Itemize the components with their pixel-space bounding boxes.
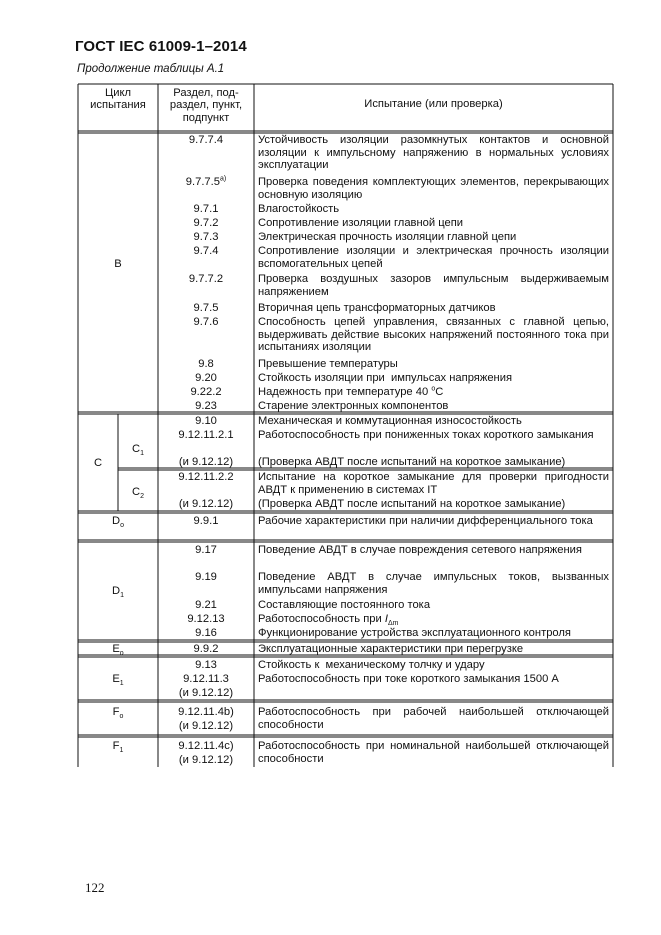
test-cell: (Проверка АВДТ после испытаний на короткое замыкание) <box>258 456 566 468</box>
section-cell: 9.7.5 <box>193 302 219 314</box>
test-cell: Устойчивость изоляции разомкнутых контактов и основной изоляции к импульсному напряжению в нормальных условиях эксплуатации <box>258 134 609 172</box>
test-cell: Стойкость к механическому толчку и удару <box>258 659 485 671</box>
section-cell: 9.21 <box>195 599 217 611</box>
section-cell: (и 9.12.12) <box>178 687 234 699</box>
test-cell: Испытание на короткое замыкание для проверки пригодности АВДТ к применению в системах IT <box>258 471 609 496</box>
section-cell: 9.13 <box>195 659 217 671</box>
section-cell: 9.8 <box>198 358 214 370</box>
cycle-label-f0: $F_o$ <box>112 706 124 721</box>
test-cell: Функционирование устройства эксплуатационного контроля <box>258 627 571 639</box>
section-cell: 9.9.1 <box>193 515 219 527</box>
section-cell: 9.7.7.2 <box>188 273 224 285</box>
test-cell: (Проверка АВДТ после испытаний на короткое замыкание) <box>258 498 566 510</box>
test-cell: Механическая и коммутационная износостойкость <box>258 415 522 427</box>
section-cell: 9.12.11.2.2 <box>178 471 234 483</box>
section-cell: (и 9.12.12) <box>178 456 234 468</box>
test-cell: Работоспособность при номинальной наибольшей отключающей способности <box>258 740 609 765</box>
cycle-label-b: B <box>114 258 122 270</box>
section-cell: 9.16 <box>195 627 217 639</box>
test-cell: Электрическая прочность изоляции главной цепи <box>258 231 517 243</box>
section-cell: 9.7.6 <box>193 316 219 328</box>
test-cell: Работоспособность при пониженных токах короткого замыкания <box>258 429 594 441</box>
test-cell: Надежность при температуре 40 $^о$С <box>258 385 444 398</box>
section-cell: 9.20 <box>195 372 217 384</box>
test-cell: Составляющие постоянного тока <box>258 599 431 611</box>
test-cell: Сопротивление изоляции главной цепи <box>258 217 464 229</box>
cycle-label-c1: $C_1$ <box>132 443 144 458</box>
section-cell: 9.17 <box>195 544 217 556</box>
section-cell: 9.12.11.4b) <box>178 706 234 718</box>
test-cell: Влагостойкость <box>258 203 340 215</box>
section-cell: $9.7.7.5^{а)}$ <box>185 175 227 188</box>
section-cell: 9.23 <box>195 400 217 412</box>
column-header-test: Испытание (или проверка) <box>364 98 503 110</box>
section-cell: 9.9.2 <box>193 643 219 655</box>
section-cell: 9.10 <box>195 415 217 427</box>
test-cell: Поведение АВДТ в случае повреждения сетевого напряжения <box>258 544 582 556</box>
column-header-section: Раздел, под-раздел, пункт, подпункт <box>169 87 243 124</box>
test-cell: Стойкость изоляции при импульсах напряжения <box>258 372 513 384</box>
cycle-label-e1: $E_1$ <box>112 673 124 688</box>
test-cell: Сопротивление изоляции и электрическая прочность изоляции вспомогательных цепей <box>258 245 609 270</box>
test-cell: Проверка поведения комплектующих элементов, перекрывающих основную изоляцию <box>258 176 609 201</box>
section-cell: 9.7.7.4 <box>188 134 224 146</box>
section-cell: 9.12.11.3 <box>183 673 229 685</box>
test-cell: Работоспособность при токе короткого замыкания 1500 А <box>258 673 559 685</box>
test-cell: Поведение АВДТ в случае импульсных токов, вызванных импульсами напряжения <box>258 571 609 596</box>
test-cell: Проверка воздушных зазоров импульсным выдерживаемым напряжением <box>258 273 609 298</box>
section-cell: 9.12.11.2.1 <box>178 429 234 441</box>
cycle-label-c: C <box>93 457 103 469</box>
cycle-label-d1: $D_1$ <box>112 585 124 600</box>
table-continuation-caption: Продолжение таблицы А.1 <box>77 63 225 75</box>
test-cell: Рабочие характеристики при наличии дифференциального тока <box>258 515 593 527</box>
section-cell: (и 9.12.12) <box>178 498 234 510</box>
section-cell: 9.12.11.4c) <box>178 740 234 752</box>
cycle-label-f1: $F_1$ <box>112 740 124 755</box>
section-cell: 9.12.13 <box>187 613 225 625</box>
test-cell: Работоспособность при $I_{\Delta m}$ <box>258 613 399 628</box>
section-cell: 9.19 <box>195 571 217 583</box>
test-cell: Эксплуатационные характеристики при перегрузке <box>258 643 524 655</box>
test-cell: Способность цепей управления, связанных с главной цепью, выдерживать действие высоких напряжений постоянного тока при испытаниях изоляции <box>258 316 609 354</box>
test-cell: Вторичная цепь трансформаторных датчиков <box>258 302 496 314</box>
test-cell: Превышение температуры <box>258 358 398 370</box>
test-cell: Старение электронных компонентов <box>258 400 449 412</box>
section-cell: 9.22.2 <box>190 386 222 398</box>
cycle-label-d0: $D_o$ <box>112 515 124 530</box>
test-cell: Работоспособность при рабочей наибольшей отключающей способности <box>258 706 609 731</box>
section-cell: (и 9.12.12) <box>178 754 234 766</box>
section-cell: 9.7.3 <box>193 231 219 243</box>
section-cell: 9.7.2 <box>193 217 219 229</box>
section-cell: (и 9.12.12) <box>178 720 234 732</box>
section-cell: 9.7.1 <box>193 203 219 215</box>
section-cell: 9.7.4 <box>193 245 219 257</box>
cycle-label-c2: $C_2$ <box>132 486 144 501</box>
page-number: 122 <box>85 880 105 895</box>
column-header-cycle: Цикл испытания <box>90 87 146 112</box>
document-title: ГОСТ IEC 61009-1–2014 <box>75 38 247 55</box>
cycle-label-e0: $E_o$ <box>112 643 124 658</box>
